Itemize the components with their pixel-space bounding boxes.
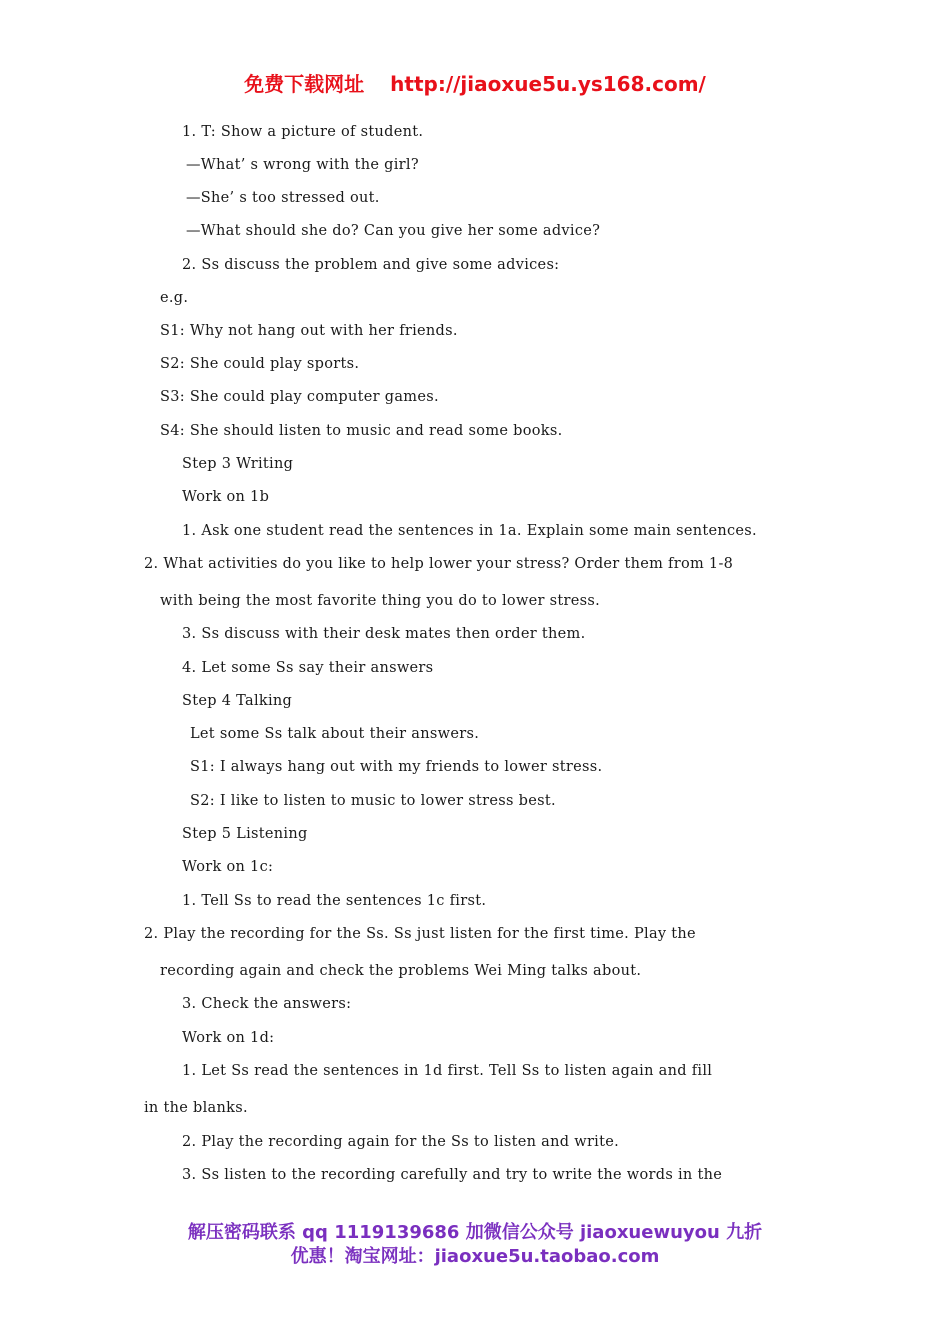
text-line-6: e.g. bbox=[160, 290, 189, 306]
text-line-18: Step 4 Talking bbox=[182, 693, 293, 709]
text-line-7: S1: Why not hang out with her friends. bbox=[160, 323, 458, 339]
text-line-1: 1. T: Show a picture of student. bbox=[182, 124, 424, 140]
text-line-21: S2: I like to listen to music to lower stress best. bbox=[190, 793, 556, 809]
text-line-30: in the blanks. bbox=[144, 1100, 248, 1116]
text-line-11: Step 3 Writing bbox=[182, 456, 294, 472]
text-line-10: S4: She should listen to music and read some books. bbox=[160, 423, 563, 439]
text-line-8: S2: She could play sports. bbox=[160, 356, 360, 372]
text-line-19: Let some Ss talk about their answers. bbox=[190, 726, 480, 742]
text-line-12: Work on 1b bbox=[182, 489, 270, 505]
text-line-22: Step 5 Listening bbox=[182, 826, 308, 842]
text-line-9: S3: She could play computer games. bbox=[160, 389, 439, 405]
text-line-24: 1. Tell Ss to read the sentences 1c first. bbox=[182, 893, 487, 909]
text-line-27: 3. Check the answers: bbox=[182, 996, 352, 1012]
text-line-20: S1: I always hang out with my friends to lower stress. bbox=[190, 759, 603, 775]
download-url-link[interactable]: http://jiaoxue5u.ys168.com/ bbox=[390, 72, 706, 96]
text-line-13: 1. Ask one student read the sentences in 1a. Explain some main sentences. bbox=[182, 523, 757, 539]
text-line-16: 3. Ss discuss with their desk mates then order them. bbox=[182, 626, 586, 642]
text-line-23: Work on 1c: bbox=[182, 859, 274, 875]
text-line-15: with being the most favorite thing you do to lower stress. bbox=[160, 593, 601, 609]
text-line-3: —She’ s too stressed out. bbox=[186, 190, 380, 206]
download-label: 免费下载网址 bbox=[244, 72, 365, 96]
footer-contact-line: 解压密码联系 qq 1119139686 加微信公众号 jiaoxuewuyou 九折 bbox=[187, 1222, 763, 1243]
text-line-32: 3. Ss listen to the recording carefully and try to write the words in the bbox=[182, 1167, 723, 1183]
download-site-header bbox=[0, 68, 950, 97]
footer-taobao-line: 优惠！淘宝网址：jiaoxue5u.taobao.com bbox=[290, 1246, 660, 1267]
text-line-4: —What should she do? Can you give her some advice? bbox=[186, 223, 601, 239]
text-line-14: 2. What activities do you like to help lower your stress? Order them from 1-8 bbox=[144, 556, 734, 572]
text-line-29: 1. Let Ss read the sentences in 1d first. Tell Ss to listen again and fill bbox=[182, 1063, 713, 1079]
text-line-26: recording again and check the problems Wei Ming talks about. bbox=[160, 963, 642, 979]
text-line-28: Work on 1d: bbox=[182, 1030, 275, 1046]
text-line-5: 2. Ss discuss the problem and give some advices: bbox=[182, 257, 560, 273]
text-line-17: 4. Let some Ss say their answers bbox=[182, 660, 434, 676]
text-line-2: —What’ s wrong with the girl? bbox=[186, 157, 419, 173]
text-line-25: 2. Play the recording for the Ss. Ss just listen for the first time. Play the bbox=[144, 926, 696, 942]
text-line-31: 2. Play the recording again for the Ss to listen and write. bbox=[182, 1134, 620, 1150]
